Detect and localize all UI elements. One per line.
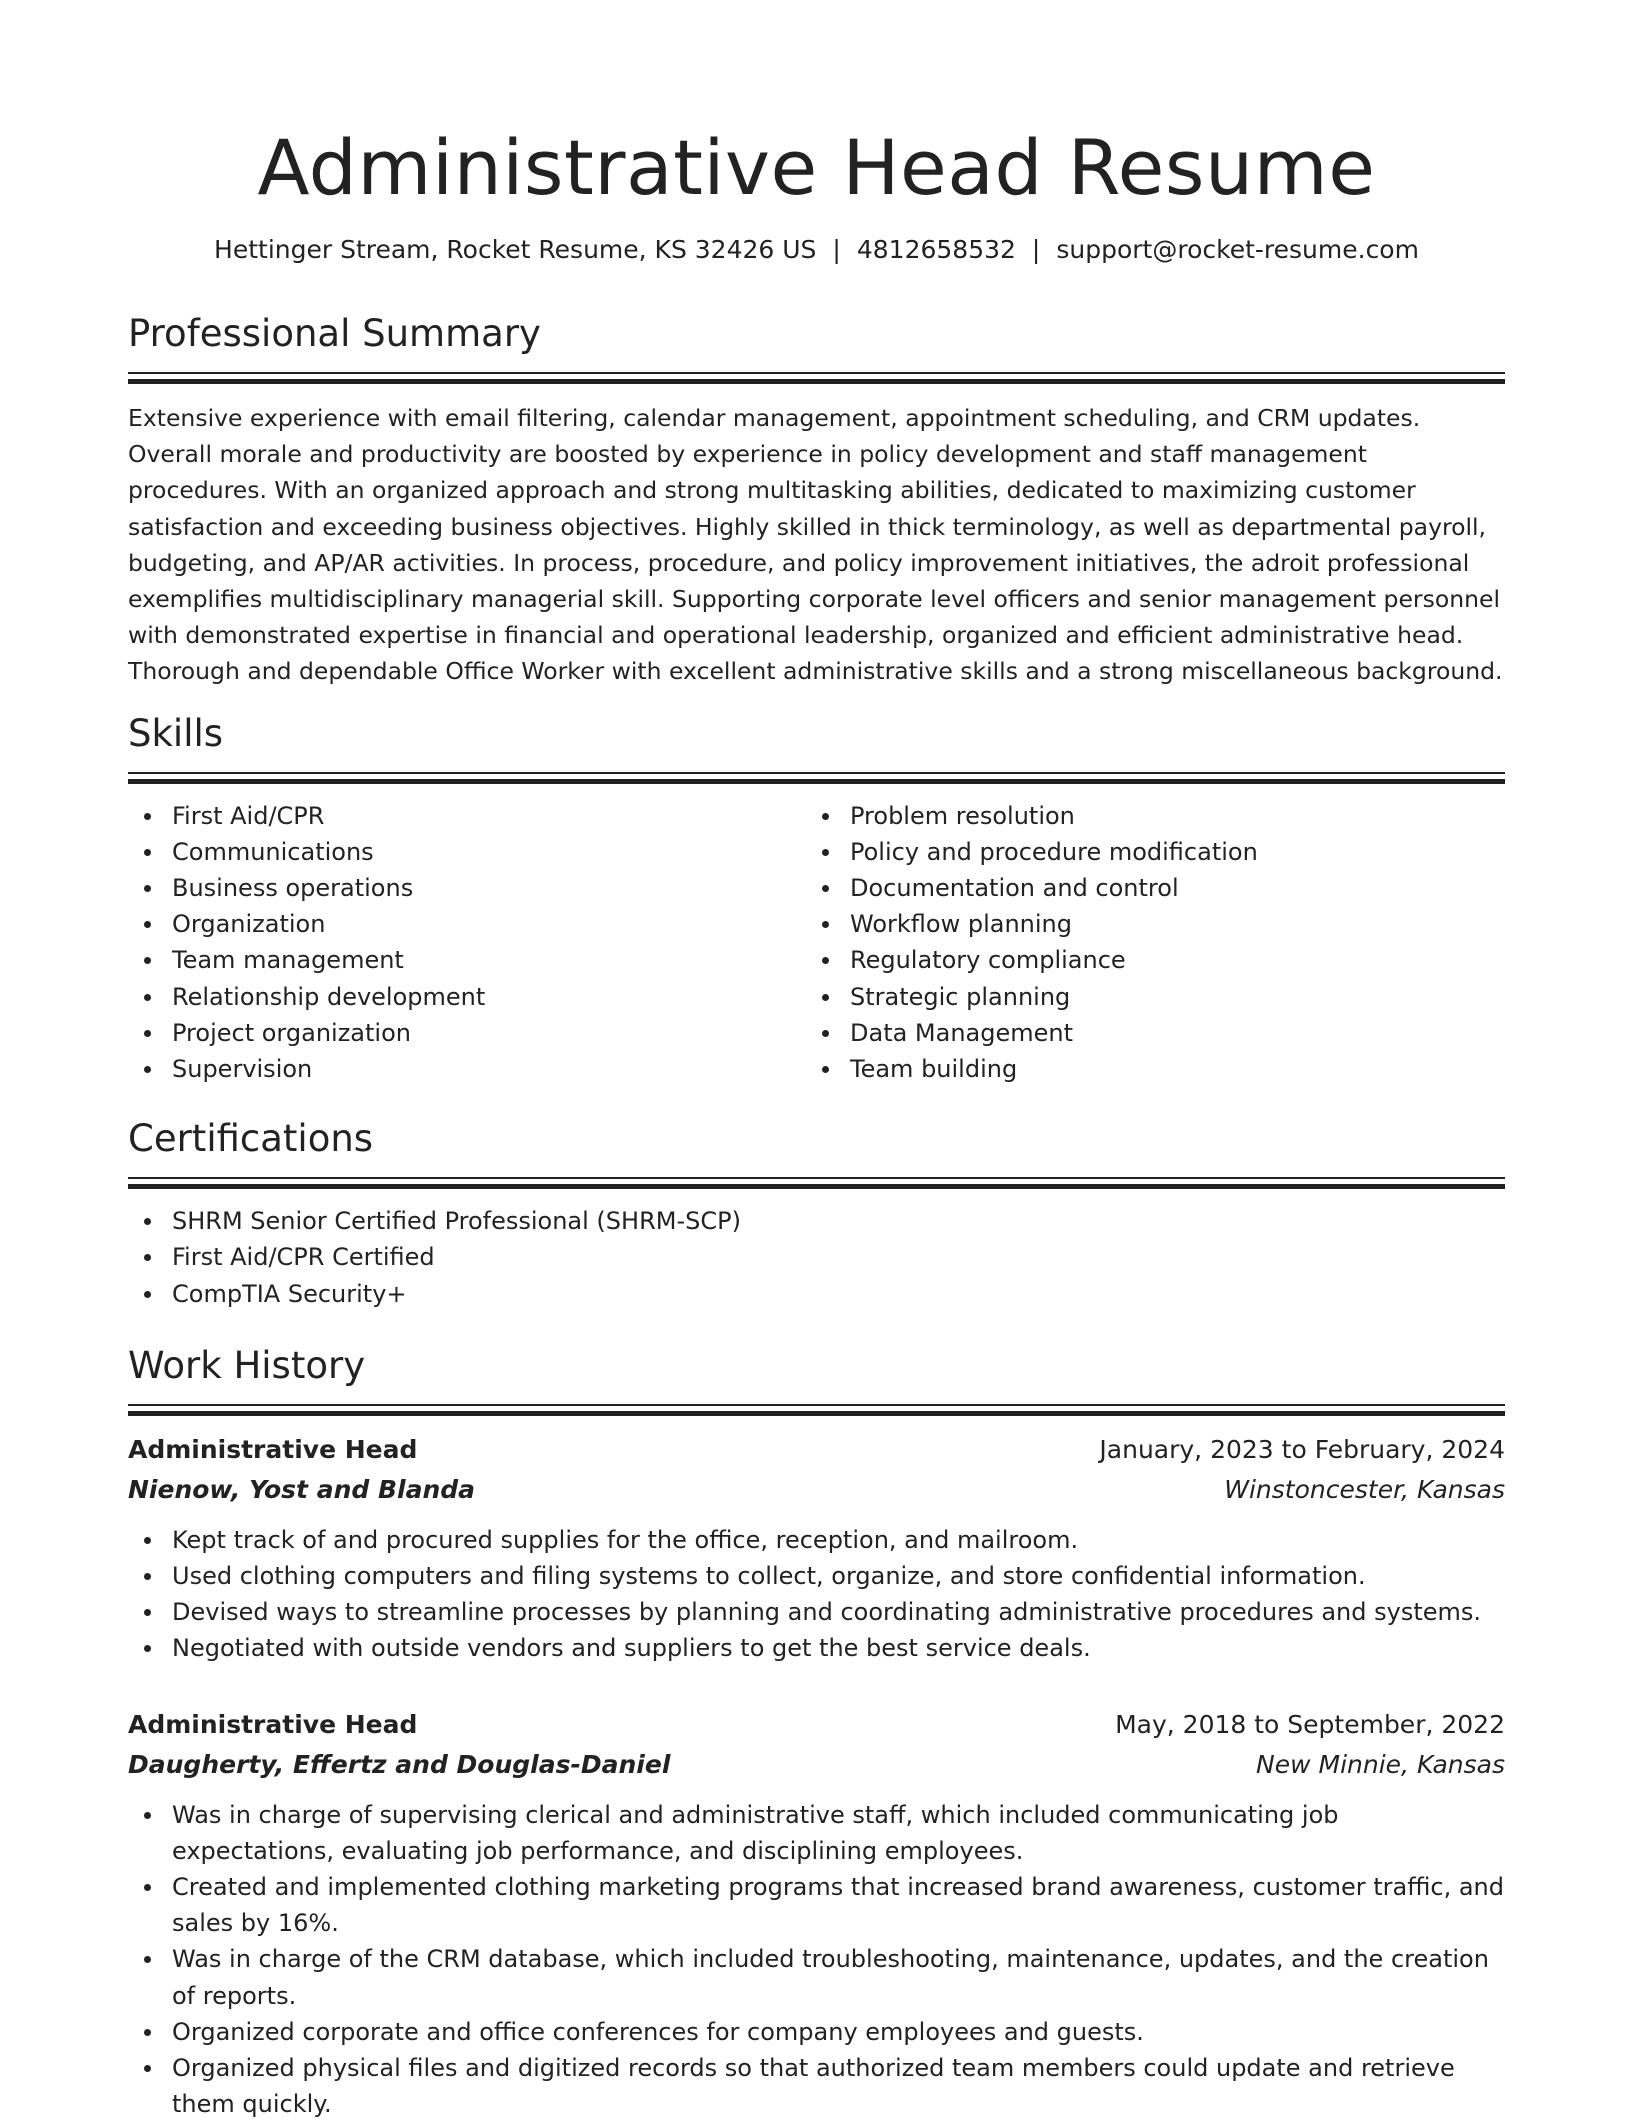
- certification-item: First Aid/CPR Certified: [128, 1239, 1505, 1275]
- work-history-heading: Work History: [128, 1343, 366, 1387]
- job-bullet: Was in charge of the CRM database, which included troubleshooting, maintenance, updates, and the creation of reports.: [128, 1941, 1505, 2013]
- skills-heading: Skills: [128, 711, 224, 755]
- job-bullet: Used clothing computers and filing systems to collect, organize, and store confidential information.: [128, 1558, 1505, 1594]
- skills-list-left: [128, 798, 806, 1088]
- contact-separator: |: [832, 235, 841, 264]
- job-dates: May, 2018 to September, 2022: [1115, 1709, 1505, 1739]
- skill-item: Relationship development: [128, 979, 806, 1015]
- job-bullet: Devised ways to streamline processes by planning and coordinating administrative procedures and systems.: [128, 1594, 1505, 1630]
- job-bullet: Organized physical files and digitized records so that authorized team members could update and retrieve them quickly.: [128, 2050, 1505, 2122]
- job-bullet: Kept track of and procured supplies for the office, reception, and mailroom.: [128, 1522, 1505, 1558]
- job-dates: January, 2023 to February, 2024: [1099, 1434, 1505, 1464]
- section-divider: [128, 1404, 1505, 1416]
- skills-list-right: [806, 798, 1484, 1088]
- job-location: Winstoncester, Kansas: [1224, 1474, 1505, 1504]
- work-history-section: [128, 1342, 1505, 2123]
- skill-item: First Aid/CPR: [128, 798, 806, 834]
- certifications-list: [128, 1203, 1505, 1312]
- job-bullet: Negotiated with outside vendors and suppliers to get the best service deals.: [128, 1630, 1505, 1666]
- resume-title: Administrative Head Resume: [257, 123, 1376, 212]
- skill-item: Problem resolution: [806, 798, 1484, 834]
- resume-page: [128, 118, 1505, 2123]
- job-bullet: Organized corporate and office conferences for company employees and guests.: [128, 2014, 1505, 2050]
- skill-item: Data Management: [806, 1015, 1484, 1051]
- contact-separator: |: [1031, 235, 1041, 264]
- certifications-heading: Certifications: [128, 1117, 374, 1161]
- skill-item: Strategic planning: [806, 979, 1484, 1015]
- skill-item: Regulatory compliance: [806, 942, 1484, 978]
- section-divider: [128, 772, 1505, 784]
- skill-item: Supervision: [128, 1051, 806, 1087]
- job-header-row: [128, 1430, 1505, 1470]
- job-entry: [128, 1705, 1505, 2123]
- job-header-row: [128, 1705, 1505, 1745]
- job-company-row: [128, 1470, 1505, 1510]
- contact-address: Hettinger Stream, Rocket Resume, KS 32426 US: [214, 235, 817, 264]
- skills-columns: [128, 784, 1505, 1088]
- job-location: New Minnie, Kansas: [1256, 1749, 1505, 1779]
- job-company: Nienow, Yost and Blanda: [128, 1474, 476, 1504]
- job-bullets: [128, 1797, 1505, 2123]
- contact-line: [128, 232, 1505, 268]
- section-divider: [128, 372, 1505, 384]
- job-bullet: Was in charge of supervising clerical and administrative staff, which included communicating job expectations, evaluating job performance, and disciplining employees.: [128, 1797, 1505, 1869]
- section-divider: [128, 1177, 1505, 1189]
- job-bullet: Created and implemented clothing marketing programs that increased brand awareness, customer traffic, and sales by 16%.: [128, 1869, 1505, 1941]
- skill-item: Policy and procedure modification: [806, 834, 1484, 870]
- job-title: Administrative Head: [128, 1709, 418, 1739]
- contact-phone: 4812658532: [856, 235, 1016, 264]
- skills-section: [128, 710, 1505, 1088]
- certifications-section: [128, 1115, 1505, 1312]
- job-bullets: [128, 1522, 1505, 1667]
- job-title: Administrative Head: [128, 1434, 418, 1464]
- skill-item: Project organization: [128, 1015, 806, 1051]
- certification-item: CompTIA Security+: [128, 1276, 1505, 1312]
- skill-item: Organization: [128, 906, 806, 942]
- job-entry: [128, 1430, 1505, 1667]
- skill-item: Documentation and control: [806, 870, 1484, 906]
- skill-item: Team building: [806, 1051, 1484, 1087]
- job-company-row: [128, 1745, 1505, 1785]
- summary-section: [128, 310, 1505, 690]
- skill-item: Workflow planning: [806, 906, 1484, 942]
- summary-heading: Professional Summary: [128, 312, 541, 355]
- certification-item: SHRM Senior Certified Professional (SHRM-SCP): [128, 1203, 1505, 1239]
- skill-item: Communications: [128, 834, 806, 870]
- job-company: Daugherty, Effertz and Douglas-Daniel: [128, 1749, 671, 1779]
- contact-email: support@rocket-resume.com: [1056, 235, 1419, 264]
- skill-item: Team management: [128, 942, 806, 978]
- summary-text: Extensive experience with email filtering, calendar management, appointment scheduling, and CRM updates. Overall morale and productivity are boosted by experience in policy development and staff management procedures. With an organized approach and strong multitasking abilities, dedicated to maximizing customer satisfaction and exceeding business objectives. Highly skilled in thick terminology, as well as departmental payroll, budgeting, and AP/AR activities. In process, procedure, and policy improvement initiatives, the adroit professional exemplifies multidisciplinary managerial skill. Supporting corporate level officers and senior management personnel with demonstrated expertise in financial and operational leadership, organized and efficient administrative head. Thorough and dependable Office Worker with excellent administrative skills and a strong miscellaneous background.: [128, 404, 1503, 686]
- skill-item: Business operations: [128, 870, 806, 906]
